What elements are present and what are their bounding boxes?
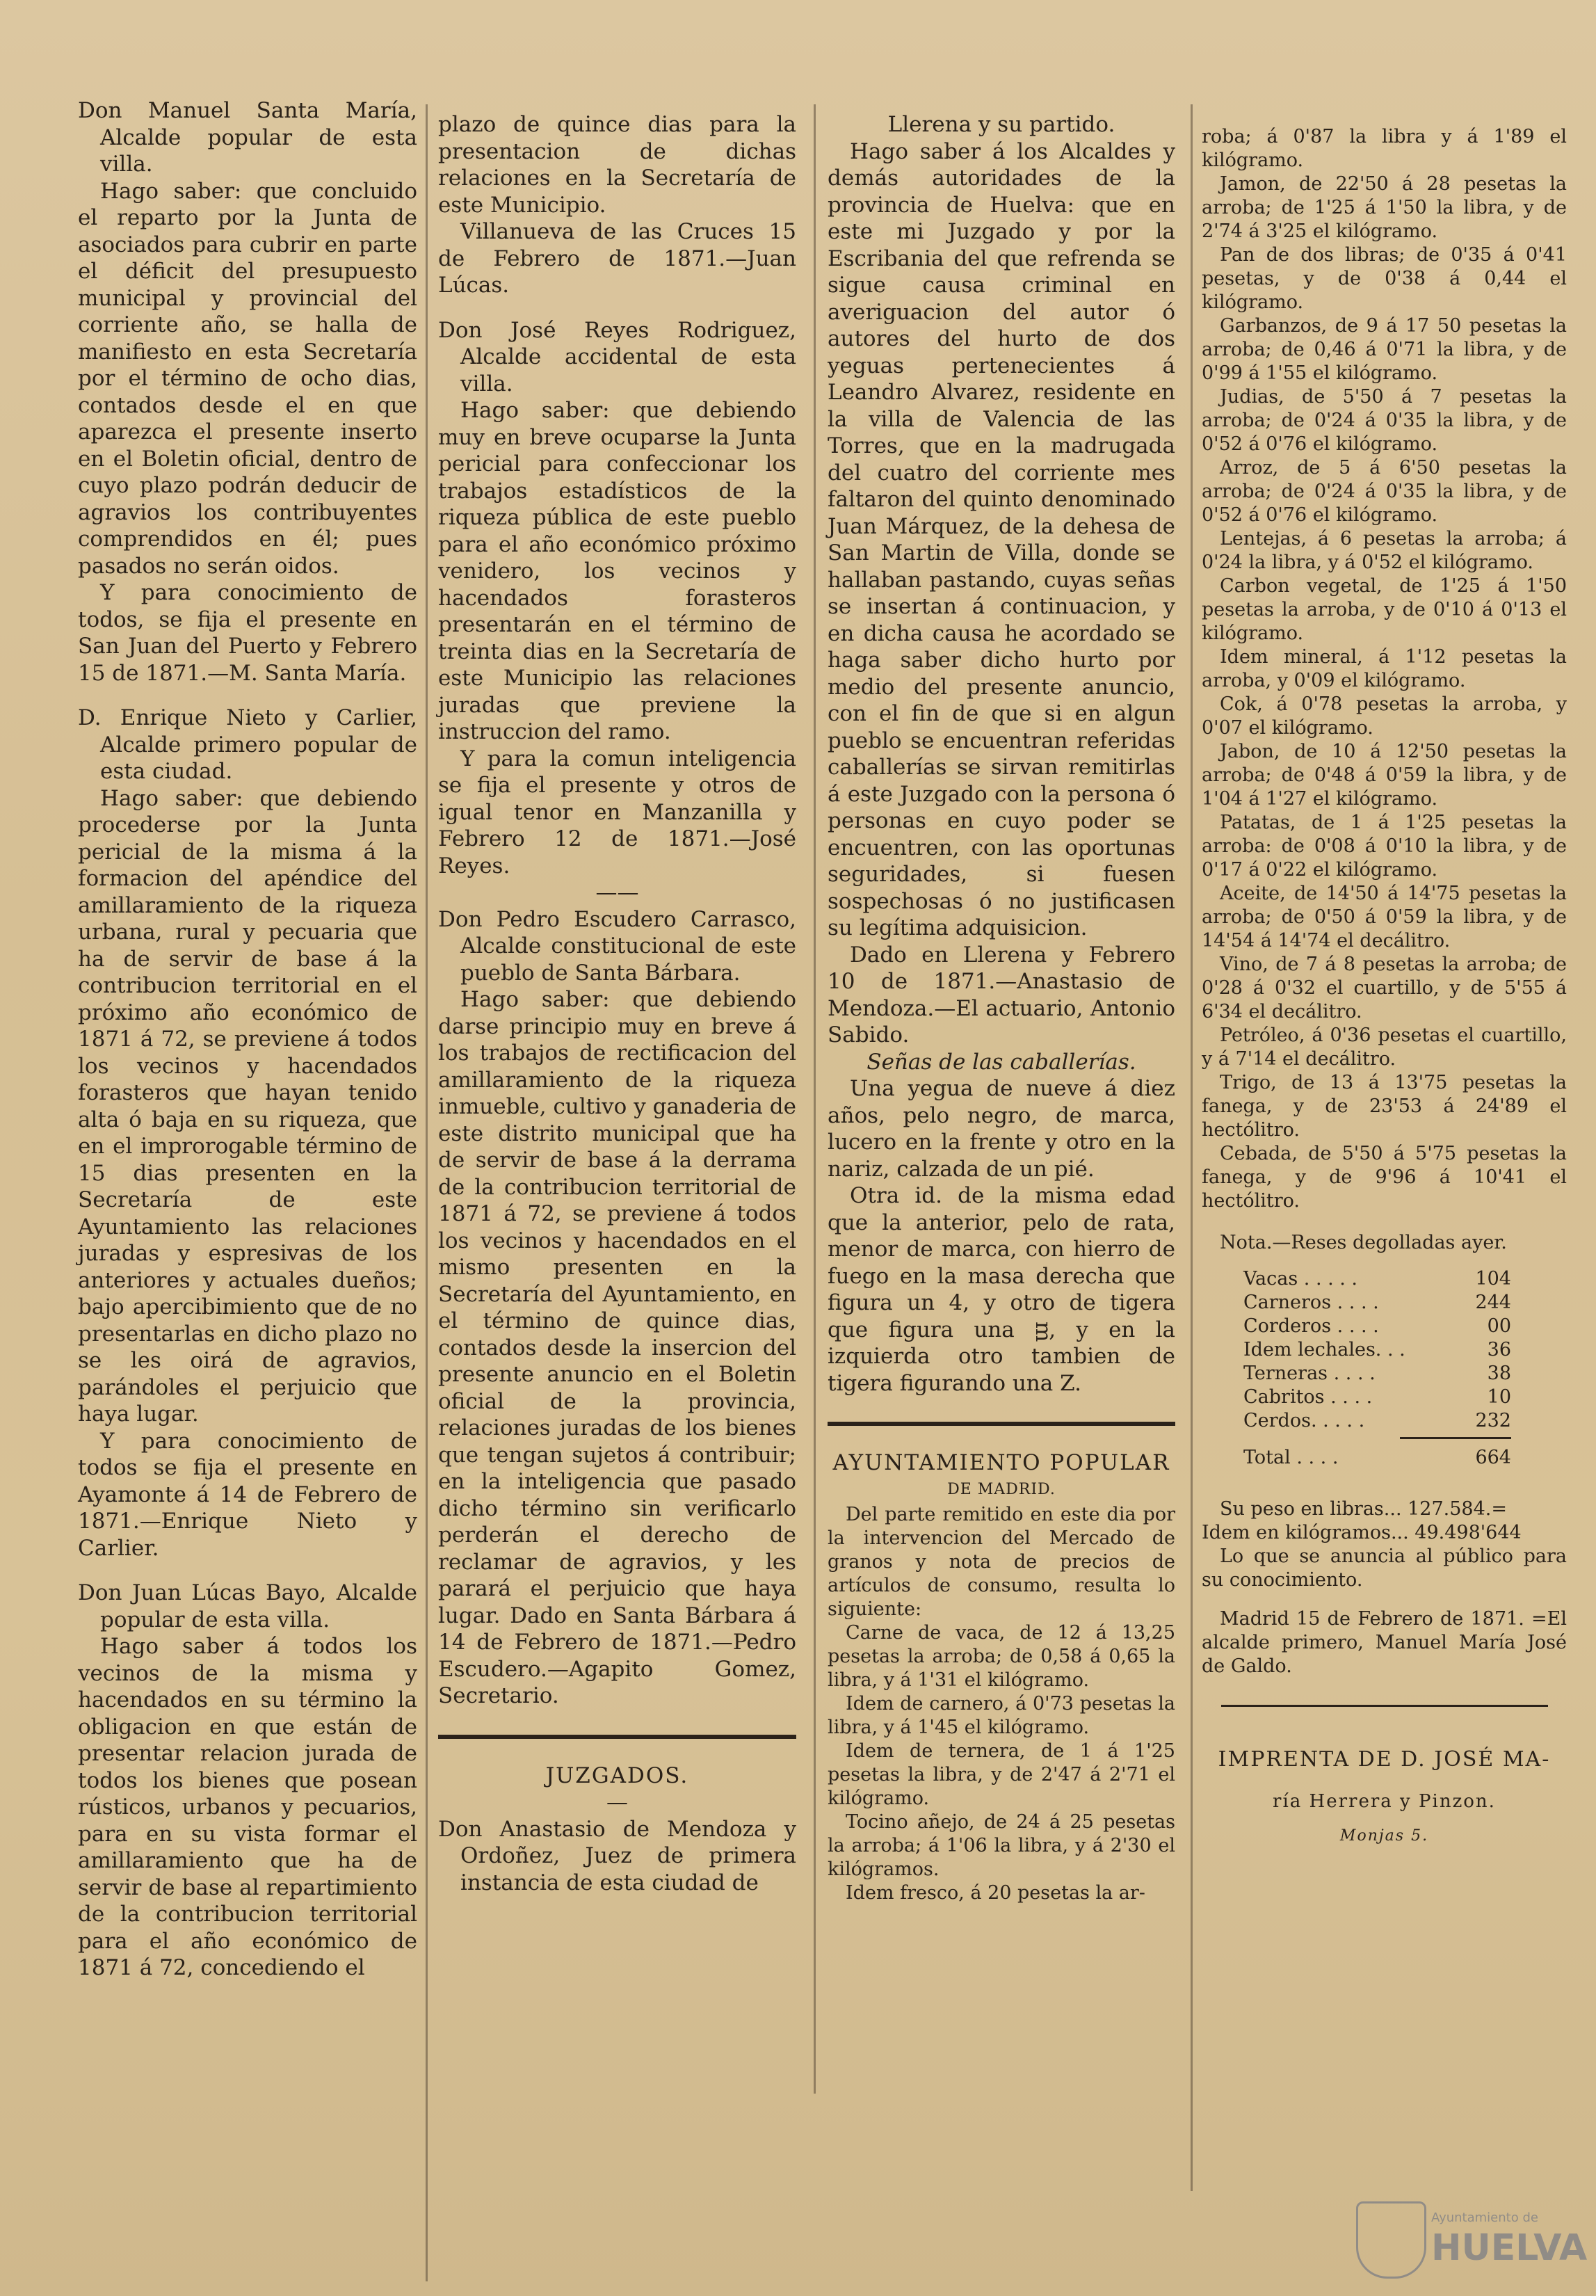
notice-title: Don Manuel Santa María, Alcalde popular de esta villa. bbox=[78, 98, 417, 177]
watermark-text: HUELVA bbox=[1431, 2227, 1588, 2269]
price-item: Cok, á 0'78 pesetas la arroba, y 0'07 el kilógramo. bbox=[1202, 693, 1567, 739]
peso-line: Lo que se anuncia al público para su conocimiento. bbox=[1202, 1546, 1567, 1591]
notice-title: Llerena y su partido. bbox=[887, 112, 1115, 137]
total-row: Total . . . . 664 bbox=[1243, 1447, 1511, 1468]
notice-closing: Y para conocimiento de todos, se fija el presente en San Juan del Puerto y Febrero 15 de 1871.—M. Santa María. bbox=[78, 580, 417, 686]
notice-body: Hago saber á los Alcaldes y demás autoridades de la provincia de Huelva: que en este mi Juzgado y por la Escribania del que refrenda se sigue causa criminal en averiguacion del autor ó autores del hurto de dos yeguas pertenecientes á Leandro Alvarez, residente en la villa de Valencia de las Torres, que en la madrugada del cuatro del corriente mes faltaron del quinto denominado Juan Márquez, de la dehesa de San Martin de Villa, donde se hallaban pastando, cuyas señas se insertan á continuacion, y en dicha causa he acordado se haga saber dicho hurto por medio del presente anuncio, con el fin de que si en algun pueblo se encuentran referidas caballerías se sirvan remitirlas á este Juzgado con la persona ó personas en cuyo poder se encuentren, con las oportunas seguridades, si fuesen sospechosas ó no justificasen su legítima adquisicion. bbox=[828, 138, 1175, 940]
reses-table bbox=[1202, 1267, 1567, 1470]
total-rule bbox=[1400, 1437, 1511, 1439]
notice-closing: Y para la comun inteligencia se fija el presente y otros de igual tenor en Manzanilla y Febrero 12 de 1871.—José Reyes. bbox=[438, 746, 796, 878]
notice-title: D. Enrique Nieto y Carlier, Alcalde primero popular de esta ciudad. bbox=[78, 705, 417, 784]
section-heading: JUZGADOS. bbox=[545, 1763, 689, 1788]
watermark-text: Ayuntamiento de bbox=[1431, 2210, 1538, 2225]
price-item: Idem fresco, á 20 pesetas la ar- bbox=[846, 1882, 1145, 1904]
price-item: Idem de ternera, de 1 á 1'25 pesetas la libra, y de 2'47 á 2'71 el kilógramo. bbox=[828, 1740, 1175, 1809]
table-row: Carneros . . . . 244 bbox=[1243, 1292, 1511, 1313]
column-rule bbox=[426, 104, 428, 2281]
table-row: Idem lechales. . . 36 bbox=[1243, 1339, 1511, 1360]
price-item: Judias, de 5'50 á 7 pesetas la arroba; de 0'24 á 0'35 la libra, y de 0'52 á 0'76 el kilógramo. bbox=[1202, 386, 1567, 455]
price-intro: Del parte remitido en este dia por la intervencion del Mercado de granos y nota de precios de artículos de consumo, resulta lo siguiente: bbox=[828, 1504, 1175, 1620]
notice-title: Don Pedro Escudero Carrasco, Alcalde constitucional de este pueblo de Santa Bárbara. bbox=[438, 906, 796, 986]
section-rule bbox=[438, 1735, 796, 1739]
section-heading: AYUNTAMIENTO POPULAR bbox=[832, 1450, 1170, 1475]
notice-body: Hago saber á todos los vecinos de la misma y hacendados en su término la obligacion en que están de presentar relacion jurada de todos los bienes que posean rústicos, urbanos y pecuarios, para en su vista formar el amillaramiento que ha de servir de base al repartimiento de la contribucion territorial para el año económico de 1871 á 72, concediendo el bbox=[78, 1634, 417, 1980]
notice-body: Hago saber: que debiendo procederse por la Junta pericial de la misma á la formacion del apéndice del amillaramiento de la riqueza urbana, rural y pecuaria que ha de servir de base á la contribucion territorial en el próximo año económico de 1871 á 72, se previene á todos los vecinos y hacendados forasteros que hayan tenido alta ó baja en su riqueza, que en el improrogable término de 15 dias presenten en la Secretaría de este Ayuntamiento las relaciones juradas y espresivas de los anteriores y actuales dueños; bajo apercibimiento que de no presentarlas en dicho plazo no se les oirá de agravios, parándoles el perjuicio que haya lugar. bbox=[78, 785, 417, 1427]
notice-body: Hago saber: que debiendo muy en breve ocuparse la Junta pericial para confeccionar los trabajos estadísticos de la riqueza pública de este pueblo para el año económico próximo venidero, los vecinos y hacendados forasteros presentarán en el término de treinta dias en la Secretaría de este Municipio las relaciones juradas que previene la instruccion del ramo. bbox=[438, 398, 796, 744]
column-4 bbox=[1202, 125, 1567, 1850]
price-item: Jabon, de 10 á 12'50 pesetas la arroba; de 0'48 á 0'59 la libra, y de 1'04 á 1'27 el kilógramo. bbox=[1202, 741, 1567, 810]
divider-dash: — bbox=[606, 1790, 628, 1815]
price-item: Carne de vaca, de 12 á 13,25 pesetas la arroba; de 0,58 á 0,65 la libra, y á 1'31 el kilógramo. bbox=[828, 1622, 1175, 1691]
spacer bbox=[1202, 1470, 1567, 1498]
watermark-logo bbox=[1356, 2198, 1588, 2281]
table-row: Corderos . . . . 00 bbox=[1243, 1315, 1511, 1337]
peso-line: Su peso en libras... 127.584.= bbox=[1220, 1498, 1507, 1520]
imprint-line: IMPRENTA DE D. JOSÉ MA- bbox=[1218, 1747, 1551, 1772]
price-item: Tocino añejo, de 24 á 25 pesetas la arroba; á 1'06 la libra, y á 2'30 el kilógramos. bbox=[828, 1811, 1175, 1880]
notice-body: plazo de quince dias para la presentacion de dichas relaciones en la Secretaría de este Municipio. bbox=[438, 112, 796, 218]
price-list bbox=[828, 1503, 1175, 1905]
notice-closing: Dado en Llerena y Febrero 10 de 1871.—Anastasio de Mendoza.—El actuario, Antonio Sabido. bbox=[828, 942, 1175, 1047]
column-rule bbox=[1191, 104, 1193, 2191]
column-2 bbox=[438, 111, 796, 1896]
section-subheading: DE MADRID. bbox=[947, 1480, 1056, 1498]
column-1 bbox=[78, 97, 417, 1982]
price-item: Carbon vegetal, de 1'25 á 1'50 pesetas la arroba, y de 0'10 á 0'13 el kilógramo. bbox=[1202, 575, 1567, 644]
table-row: Cerdos. . . . . 232 bbox=[1243, 1410, 1511, 1431]
table-row: Cabritos . . . . 10 bbox=[1243, 1386, 1511, 1408]
imprint-line: ría Herrera y Pinzon. bbox=[1273, 1791, 1496, 1812]
price-item: Patatas, de 1 á 1'25 pesetas la arroba: de 0'08 á 0'10 la libra, y de 0'17 á 0'22 el kilógramo. bbox=[1202, 812, 1567, 881]
nota-heading: Nota.—Reses degolladas ayer. bbox=[1220, 1232, 1507, 1253]
table-row: Terneras . . . . 38 bbox=[1243, 1363, 1511, 1384]
notice-closing: Y para conocimiento de todos se fija el presente en Ayamonte á 14 de Febrero de 1871.—Enrique Nieto y Carlier. bbox=[78, 1428, 417, 1561]
price-item: roba; á 0'87 la libra y á 1'89 el kilógramo. bbox=[1202, 126, 1567, 171]
price-item: Idem mineral, á 1'12 pesetas la arroba, y 0'09 el kilógramo. bbox=[1202, 646, 1567, 691]
column-3 bbox=[828, 111, 1175, 1905]
notice-title: Don Anastasio de Mendoza y Ordoñez, Juez de primera instancia de esta ciudad de bbox=[438, 1816, 796, 1895]
signature: Madrid 15 de Febrero de 1871. =El alcalde primero, Manuel María José de Galdo. bbox=[1202, 1608, 1567, 1677]
price-item: Lentejas, á 6 pesetas la arroba; á 0'24 la libra, y á 0'52 el kilógramo. bbox=[1202, 528, 1567, 573]
column-rule bbox=[814, 104, 816, 2094]
peso-line: Idem en kilógramos... 49.498'644 bbox=[1202, 1522, 1522, 1543]
subheading: Señas de las caballerías. bbox=[866, 1049, 1136, 1075]
price-item: Petróleo, á 0'36 pesetas el cuartillo, y á 7'14 el decálitro. bbox=[1202, 1025, 1567, 1070]
table-row: Vacas . . . . . 104 bbox=[1243, 1268, 1511, 1290]
price-item: Arroz, de 5 á 6'50 pesetas la arroba; de 0'24 á 0'35 la libra, y de 0'52 á 0'76 el kilógramo. bbox=[1202, 457, 1567, 526]
seal-icon bbox=[1356, 2201, 1426, 2279]
imprint bbox=[1202, 1739, 1567, 1850]
price-item: Trigo, de 13 á 13'75 pesetas la fanega, y de 23'53 á 24'89 el hectólitro. bbox=[1202, 1072, 1567, 1141]
section-rule bbox=[828, 1422, 1175, 1426]
imprint-line: Monjas 5. bbox=[1339, 1827, 1429, 1845]
divider-dash: —— bbox=[595, 880, 639, 905]
price-item: Jamon, de 22'50 á 28 pesetas la arroba; de 1'25 á 1'50 la libra, y de 2'74 á 3'25 el kilógramo. bbox=[1202, 173, 1567, 242]
price-item: Garbanzos, de 9 á 17 50 pesetas la arroba; de 0,46 á 0'71 la libra, y de 0'99 á 1'55 el kilógramo. bbox=[1202, 315, 1567, 384]
price-item: Aceite, de 14'50 á 14'75 pesetas la arroba; de 0'50 á 0'59 la libra, y de 14'54 á 14'74 el decálitro. bbox=[1202, 883, 1567, 952]
notice-closing: Villanueva de las Cruces 15 de Febrero de 1871.—Juan Lúcas. bbox=[438, 219, 796, 298]
footer-rule bbox=[1221, 1705, 1548, 1707]
description: Otra id. de la misma edad que la anterior, pelo de rata, menor de marca, con hierro de fuego en la masa derecha que figura un 4, y otro de tigera que figura una ᴟ, y en la izquierda otro tambien de tigera figurando una Z. bbox=[828, 1183, 1175, 1396]
notice-body: Hago saber: que debiendo darse principio muy en breve á los trabajos de rectificacion del amillaramiento de la riqueza inmueble, cultivo y ganaderia de este distrito municipal que ha de servir de base á la derrama de la contribucion territorial de 1871 á 72, se previene á todos los vecinos y hacendados en el mismo presenten en la Secretaría del Ayuntamiento, en el término de quince dias, contados desde la insercion del presente anuncio en el Boletin oficial de la provincia, relaciones juradas de los bienes que tengan sujetos á contribuir; en la inteligencia que pasado dicho término sin verificarlo perderán el derecho de reclamar de agravios, y les parará el perjuicio que haya lugar. Dado en Santa Bárbara á 14 de Febrero de 1871.—Pedro Escudero.—Agapito Gomez, Secretario. bbox=[438, 987, 796, 1708]
notice-title: Don José Reyes Rodriguez, Alcalde accidental de esta villa. bbox=[438, 317, 796, 396]
notice-body: Hago saber: que concluido el reparto por la Junta de asociados para cubrir en parte el déficit del presupuesto municipal y provincial del corriente año, se halla de manifiesto en esta Secretaría por el término de ocho dias, contados desde el en que aparezca el presente inserto en el Boletin oficial, dentro de cuyo plazo podrán deducir de agravios los contribuyentes comprendidos en él; pues pasados no serán oidos. bbox=[78, 178, 417, 579]
description: Una yegua de nueve á diez años, pelo negro, de marca, lucero en la frente y otro en la nariz, calzada de un pié. bbox=[828, 1076, 1175, 1182]
notice-title: Don Juan Lúcas Bayo, Alcalde popular de esta villa. bbox=[78, 1580, 417, 1632]
price-item: Cebada, de 5'50 á 5'75 pesetas la fanega, y de 9'96 á 10'41 el hectólitro. bbox=[1202, 1143, 1567, 1212]
price-item: Pan de dos libras; de 0'35 á 0'41 pesetas, y de 0'38 á 0,44 el kilógramo. bbox=[1202, 244, 1567, 313]
price-item: Idem de carnero, á 0'73 pesetas la libra, y á 1'45 el kilógramo. bbox=[828, 1693, 1175, 1738]
price-item: Vino, de 7 á 8 pesetas la arroba; de 0'28 á 0'32 el cuartillo, y de 5'55 á 6'34 el decálitro. bbox=[1202, 954, 1567, 1022]
